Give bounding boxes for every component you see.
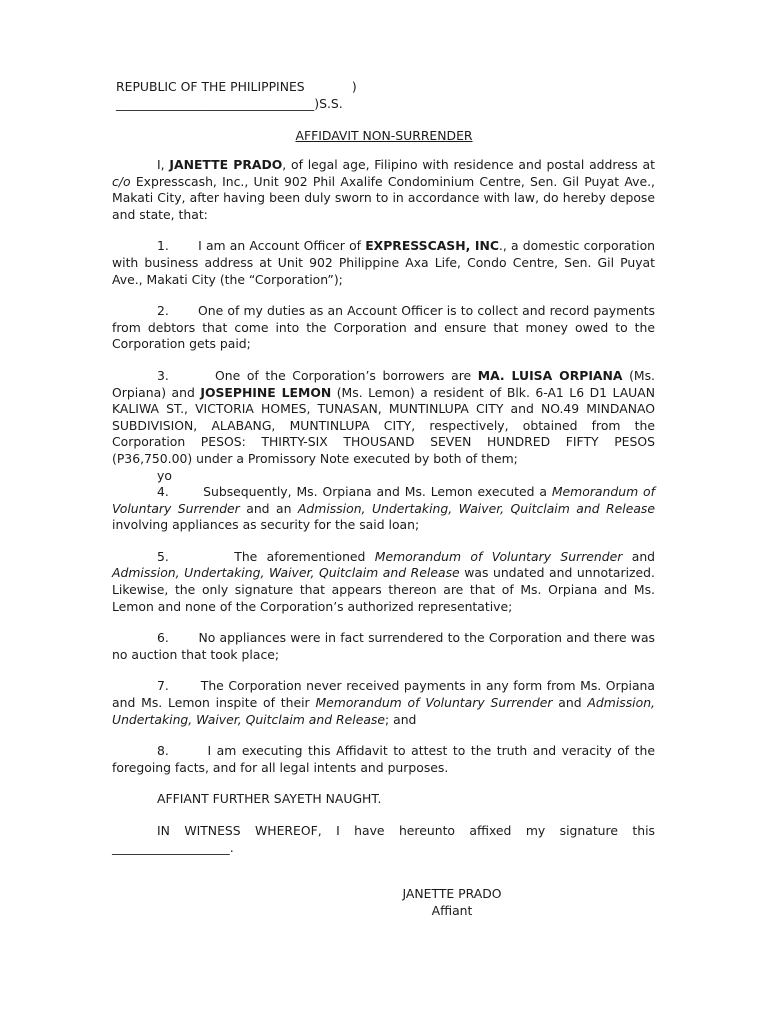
paragraph-text: ; and (385, 711, 417, 727)
signatory-role: Affiant (431, 903, 473, 918)
affidavit-body (112, 157, 655, 871)
paragraph-3 (112, 368, 655, 468)
signatory-name: JANETTE PRADO (402, 886, 502, 901)
ss-label: )S.S. (314, 96, 343, 111)
intro-text-2: , of legal age, Filipino with residence and postal address at (282, 157, 655, 172)
paragraph-text: Subsequently, Ms. Orpiana and Ms. Lemon executed a (203, 484, 552, 500)
witness-clause (112, 823, 655, 856)
paragraph-text: (Ms. Lemon) a resident of Blk. 6-A1 L6 D1 LAUAN KALIWA ST., VICTORIA HOMES, TUNASAN, MUNTINLUPA CITY and NO.49 MINDANAO SUBDIVISION, ALABANG, MUNTINLUPA CITY, respectively, obtained from the Corporation PESOS: THIRTY-SIX THOUSAND SEVEN HUNDRED FIFTY PESOS (P36,750.00) under a Promissory Note executed by both of them; (112, 384, 655, 466)
date-blank: ___________________. (112, 839, 234, 855)
paragraph-text: ., a domestic corporation with business address at Unit 902 Philippine Axa Life, Condo Centre, Sen. Gil Puyat Ave., Makati City (the “Corporation”); (112, 238, 655, 287)
paragraph-number: 5. (157, 548, 169, 564)
document-reference: Memorandum of Voluntary Surrender (374, 548, 623, 564)
venue-blank: ________________________________ (116, 96, 315, 111)
intro-text-3: Expresscash, Inc., Unit 902 Phil Axalife Condominium Centre, Sen. Gil Puyat Ave., Makati City, after having been duly sworn to in accordance with law, do hereby depose and state, that: (112, 173, 655, 222)
jurisdiction-line (116, 78, 357, 95)
paragraph-number: 6. (157, 630, 169, 646)
document-title: AFFIDAVIT NON-SURRENDER (295, 128, 473, 143)
paragraph-text: (Ms. Orpiana) and (112, 367, 655, 400)
care-of: c/o (112, 173, 131, 189)
paragraph-8 (112, 743, 655, 776)
company-name: EXPRESSCASH, INC (365, 238, 499, 254)
paragraph-text: No appliances were in fact surrendered to the Corporation and there was no auction that took place; (112, 630, 655, 662)
paragraph-1 (112, 238, 655, 288)
paragraph-text: and (552, 695, 588, 711)
paragraph-text: I am executing this Affidavit to attest to the truth and veracity of the foregoing facts, and for all legal intents and purposes. (112, 743, 655, 775)
document-reference: Memorandum of Voluntary Surrender (315, 695, 553, 711)
witness-text: IN WITNESS WHEREOF, I have hereunto affixed my signature this (157, 823, 655, 838)
paragraph-7 (112, 678, 655, 728)
paragraph-text: One of my duties as an Account Officer is to collect and record payments from debtors that come into the Corporation and ensure that money owed to the Corporation gets paid; (112, 303, 655, 352)
paragraph-number: 8. (157, 743, 169, 759)
intro-paragraph (112, 157, 655, 223)
paragraph-text: and an (239, 500, 298, 516)
closing-statement: AFFIANT FURTHER SAYETH NAUGHT. (157, 791, 382, 807)
paragraph-number: 1. (157, 238, 169, 254)
paragraph-text: The aforementioned (234, 548, 375, 564)
borrower-name-1: MA. LUISA ORPIANA (477, 367, 623, 383)
venue-line (116, 95, 343, 112)
paragraph-text: One of the Corporation’s borrowers are (215, 367, 478, 383)
affiant-name: JANETTE PRADO (169, 157, 283, 172)
paragraph-text: The Corporation never received payments in any form from Ms. Orpiana and Ms. Lemon inspite of their (112, 678, 655, 711)
paragraph-4 (112, 484, 655, 534)
paragraph-text: I am an Account Officer of (198, 238, 366, 254)
document-reference: Admission, Undertaking, Waiver, Quitclaim and Release (112, 565, 460, 581)
paragraph-2 (112, 303, 655, 353)
signature-block (370, 885, 534, 919)
document-reference: Admission, Undertaking, Waiver, Quitclaim and Release (297, 500, 655, 516)
stray-text: yo (157, 467, 172, 483)
document-reference: Memorandum of Voluntary Surrender (112, 484, 655, 516)
paragraph-text: involving appliances as security for the said loan; (112, 517, 420, 533)
paragraph-number: 7. (157, 678, 169, 694)
paragraph-5 (112, 549, 655, 615)
paragraph-number: 4. (157, 484, 169, 500)
paragraph-6 (112, 630, 655, 663)
paragraph-number: 3. (157, 367, 169, 383)
document-reference: Admission, Undertaking, Waiver, Quitclaim and Release (112, 695, 655, 727)
borrower-name-2: JOSEPHINE LEMON (200, 384, 332, 400)
paragraph-text: and (622, 548, 656, 564)
paragraph-text: was undated and unnotarized. Likewise, the only signature that appears thereon are that of Ms. Orpiana and Ms. Lemon and none of the Corporation’s authorized representative; (112, 565, 655, 614)
paragraph-number: 2. (157, 303, 169, 319)
intro-text-1: I, (157, 157, 170, 172)
jurisdiction-text: REPUBLIC OF THE PHILIPPINES ) (116, 79, 357, 94)
